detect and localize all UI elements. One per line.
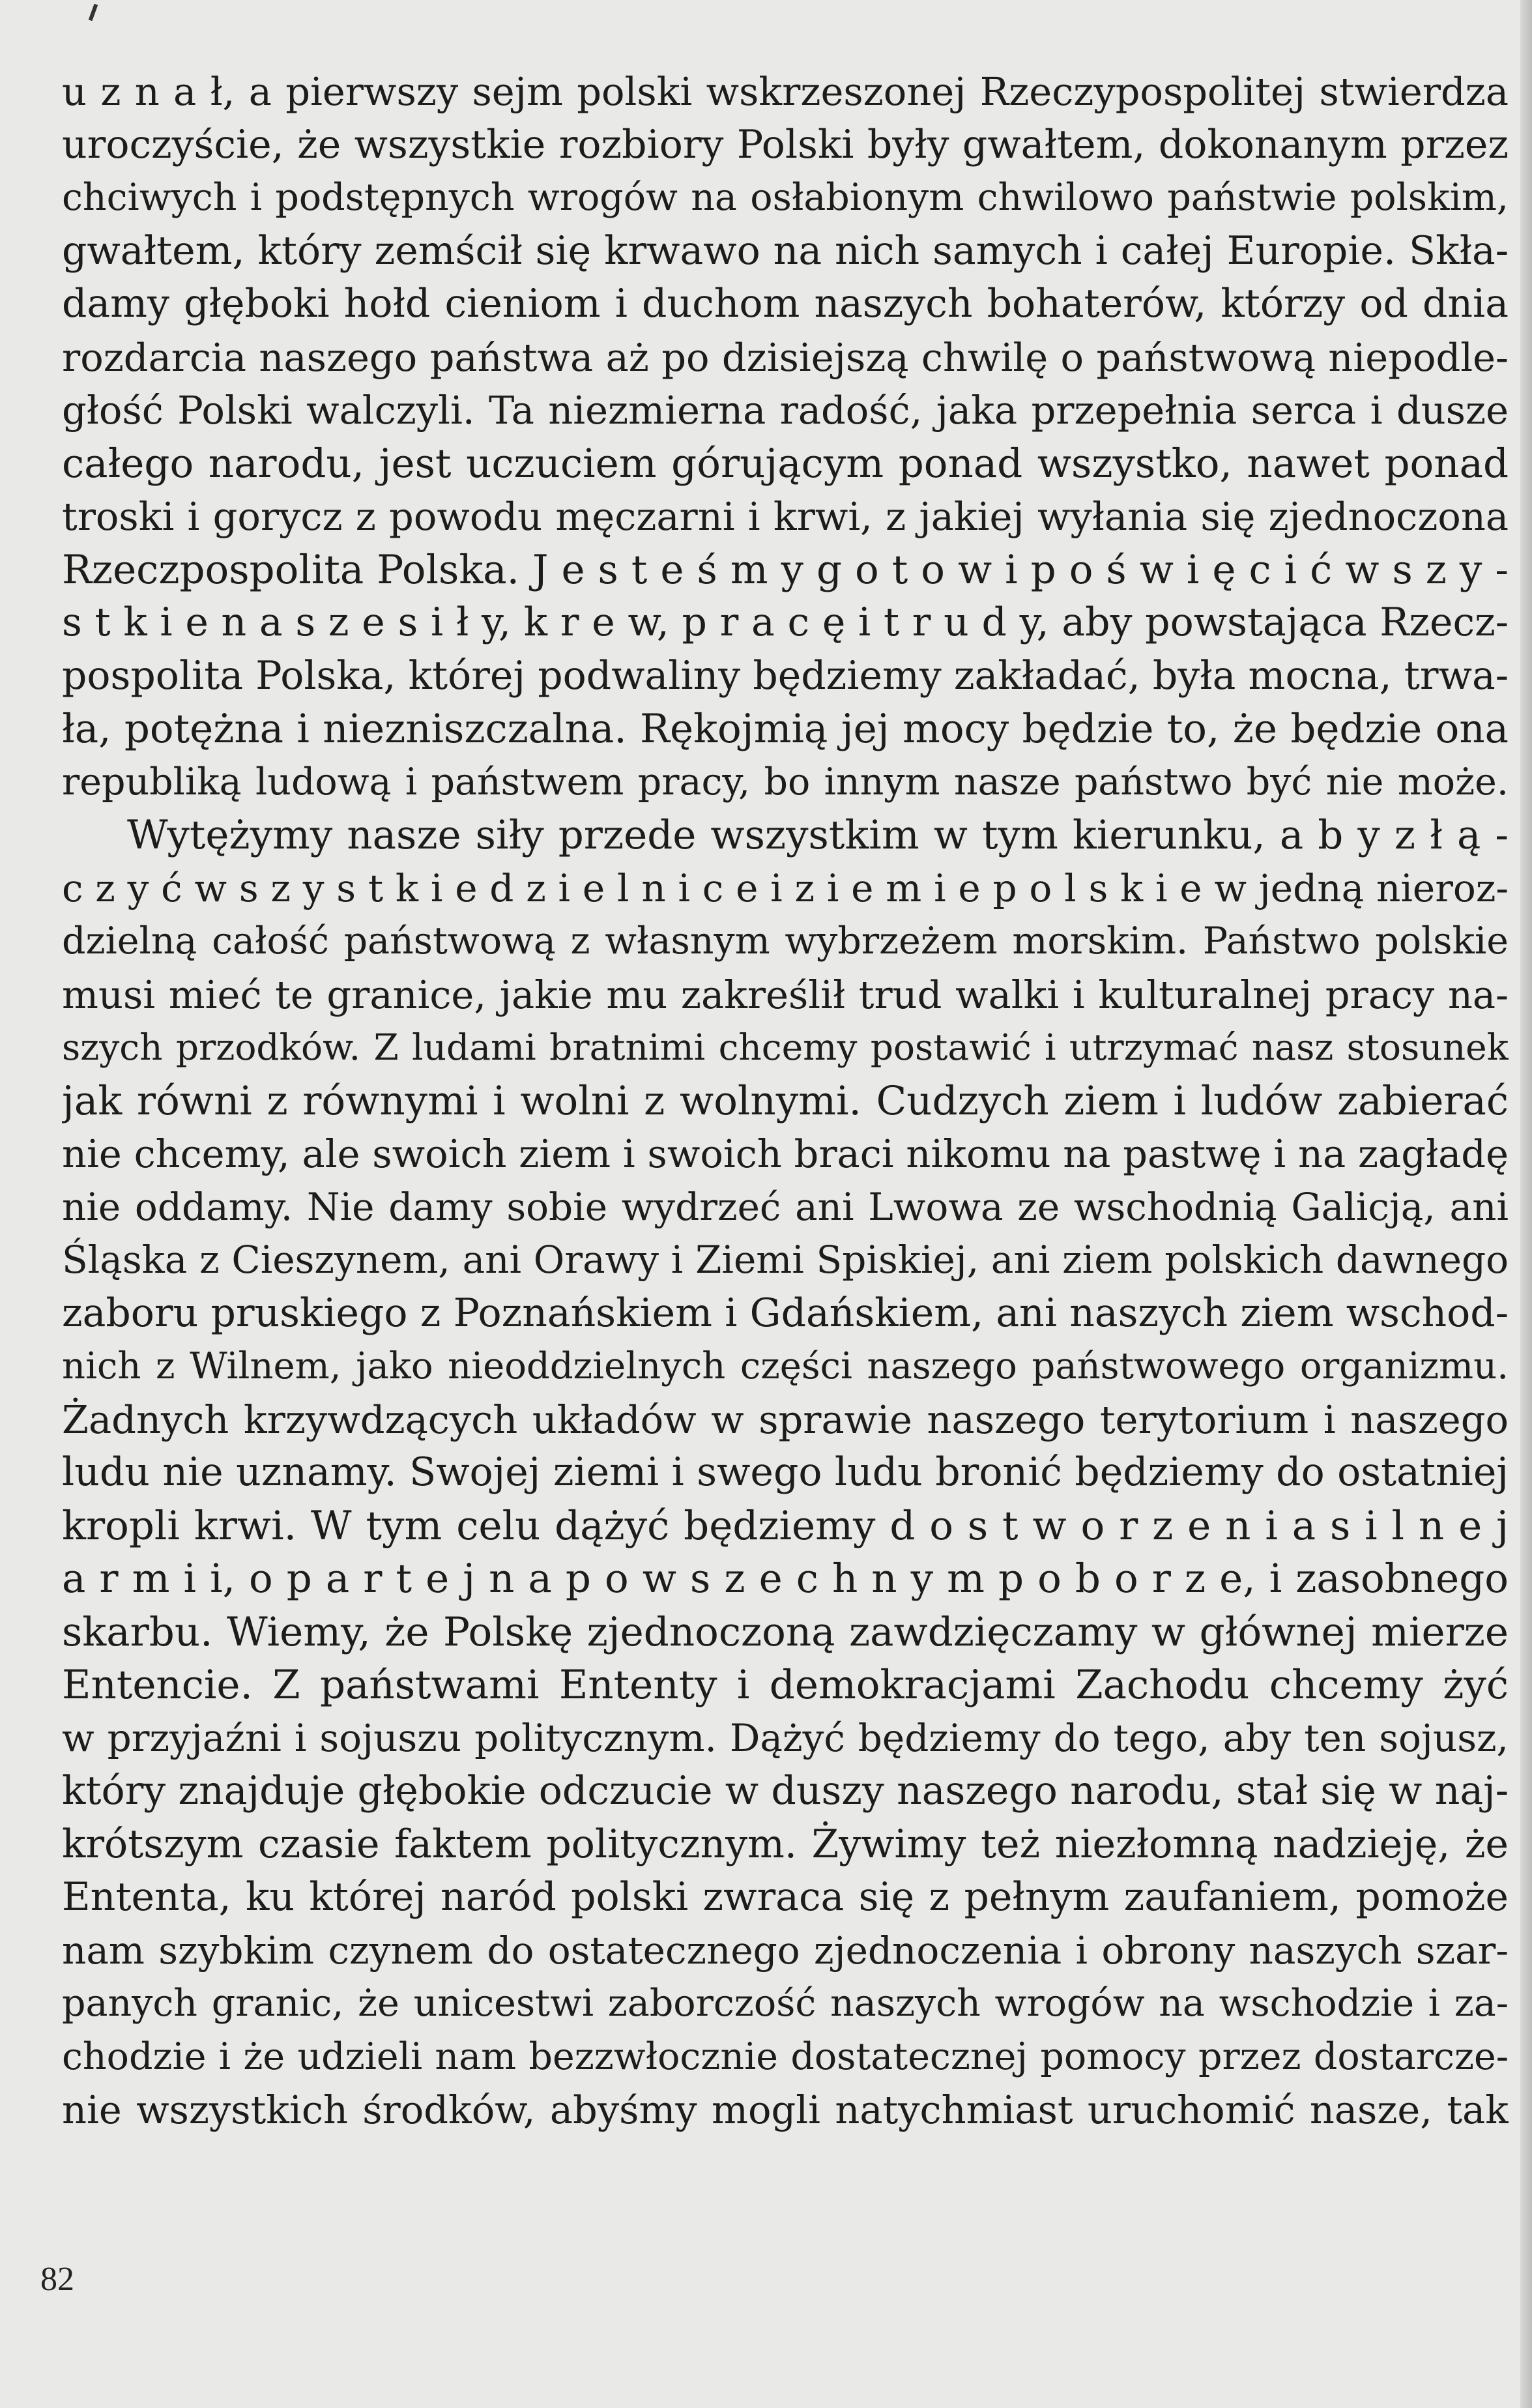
- text-line: ła, potężna i niezniszczalna. Rękojmią jej mocy będzie to, że będzie ona: [62, 706, 1509, 752]
- paragraph-2: [62, 809, 1509, 2137]
- text-line: nich z Wilnem, jako nieoddzielnych części naszego państwowego organizmu.: [62, 1345, 1509, 1387]
- text-line: chciwych i podstępnych wrogów na osłabionym chwilowo państwie polskim,: [62, 176, 1509, 219]
- text-line: damy głęboki hołd cieniom i duchom naszych bohaterów, którzy od dnia: [62, 281, 1509, 326]
- text-line: a r m i i, o p a r t e j n a p o w s z e c h n y m p o b o r z e, i zasobnego: [62, 1556, 1509, 1602]
- text-line: uroczyście, że wszystkie rozbiory Polski były gwałtem, dokonanym przez: [62, 121, 1509, 167]
- text-line: Żadnych krzywdzących układów w sprawie naszego terytorium i naszego: [62, 1397, 1509, 1442]
- text-line: zaboru pruskiego z Poznańskiem i Gdańskiem, ani naszych ziem wschod-: [62, 1290, 1509, 1336]
- text-line: w przyjaźni i sojuszu politycznym. Dążyć będziemy do tego, aby ten sojusz,: [62, 1715, 1509, 1760]
- text-line: u z n a ł, a pierwszy sejm polski wskrzeszonej Rzeczypospolitej stwierdza: [62, 69, 1509, 114]
- text-line: ludu nie uznamy. Swojej ziemi i swego ludu bronić będziemy do ostatniej: [62, 1449, 1509, 1495]
- text-line: nie chcemy, ale swoich ziem i swoich braci nikomu na pastwę i na zagładę: [62, 1131, 1509, 1176]
- text-line: pospolita Polska, której podwaliny będziemy zakładać, była mocna, trwa-: [62, 652, 1509, 699]
- text-line: dzielną całość państwową z własnym wybrzeżem morskim. Państwo polskie: [62, 920, 1509, 963]
- text-line: głość Polski walczyli. Ta niezmierna radość, jaka przepełnia serca i dusze: [62, 388, 1509, 433]
- text-line: nam szybkim czynem do ostatecznego zjednoczenia i obrony naszych szar-: [62, 1928, 1509, 1973]
- text-line: kropli krwi. W tym celu dążyć będziemy d o s t w o r z e n i a s i l n e j: [62, 1502, 1509, 1549]
- text-line: krótszym czasie faktem politycznym. Żywimy też niezłomną nadzieję, że: [62, 1821, 1509, 1867]
- text-line: gwałtem, który zemścił się krwawo na nich samych i całej Europie. Skła-: [62, 227, 1509, 274]
- text-line: Entencie. Z państwami Ententy i demokracjami Zachodu chcemy żyć: [62, 1662, 1509, 1708]
- text-line: c z y ć w s z y s t k i e d z i e l n i c e i z i e m i e p o l s k i e w jedną nieroz-: [62, 865, 1509, 910]
- text-line: nie wszystkich środków, abyśmy mogli natychmiast uruchomić nasze, tak: [62, 2087, 1509, 2132]
- text-line: rozdarcia naszego państwa aż po dzisiejszą chwilę o państwową niepodle-: [62, 334, 1509, 380]
- text-line: chodzie i że udzieli nam bezzwłocznie dostatecznej pomocy przez dostarcze-: [62, 2035, 1509, 2078]
- text-line: Śląska z Cieszynem, ani Orawy i Ziemi Spiskiej, ani ziem polskich dawnego: [62, 1238, 1509, 1282]
- ink-mark: [89, 4, 98, 21]
- page-number: 82: [40, 2261, 74, 2298]
- text-line: panych granic, że unicestwi zaborczość naszych wrogów na wschodzie i za-: [62, 1982, 1509, 2025]
- paragraph-1: [62, 65, 1509, 809]
- text-line: który znajduje głębokie odczucie w duszy naszego narodu, stał się w naj-: [62, 1768, 1509, 1814]
- text-line: troski i gorycz z powodu męczarni i krwi, z jakiej wyłania się zjednoczona: [62, 494, 1509, 539]
- text-line: s t k i e n a s z e s i ł y, k r e w, p r a c ę i t r u d y, aby powstająca Rzecz-: [62, 600, 1509, 645]
- text-line: szych przodków. Z ludami bratnimi chcemy postawić i utrzymać nasz stosunek: [62, 1026, 1509, 1068]
- text-line: Rzeczpospolita Polska. J e s t e ś m y g o t o w i p o ś w i ę c i ć w s z y -: [62, 546, 1509, 593]
- text-line: jak równi z równymi i wolni z wolnymi. Cudzych ziem i ludów zabierać: [62, 1077, 1509, 1124]
- text-line: republiką ludową i państwem pracy, bo innym nasze państwo być nie może.: [62, 760, 1509, 804]
- text-line: nie oddamy. Nie damy sobie wydrzeć ani Lwowa ze wschodnią Galicją, ani: [62, 1184, 1509, 1229]
- text-line: całego narodu, jest uczuciem górującym ponad wszystko, nawet ponad: [62, 440, 1509, 487]
- text-line: Ententa, ku której naród polski zwraca się z pełnym zaufaniem, pomoże: [62, 1874, 1509, 1920]
- text-line: skarbu. Wiemy, że Polskę zjednoczoną zawdzięczamy w głównej mierze: [62, 1608, 1509, 1655]
- body-text: [62, 65, 1509, 2137]
- text-line: Wytężymy nasze siły przede wszystkim w tym kierunku, a b y z ł ą -: [127, 812, 1509, 858]
- text-line: musi mieć te granice, jakie mu zakreślił trud walki i kulturalnej pracy na-: [62, 972, 1509, 1017]
